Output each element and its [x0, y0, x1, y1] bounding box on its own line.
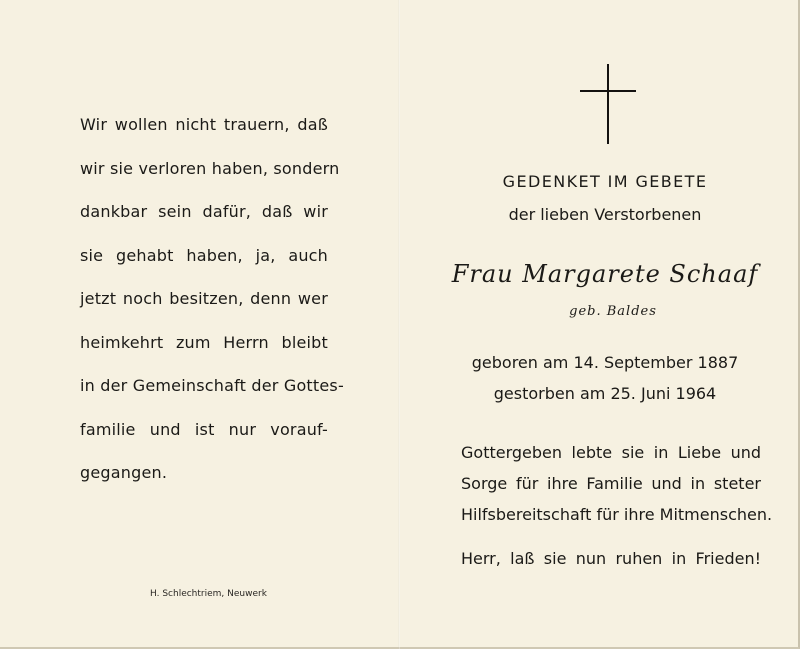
tribute-line: Hilfsbereitschaft für ihre Mitmenschen. [461, 505, 773, 524]
poem-line: wir sie verloren haben, sondern [80, 158, 340, 178]
subheading: der lieben Verstorbenen [508, 205, 702, 224]
heading: GEDENKET IM GEBETE [502, 172, 708, 191]
card-fold [398, 0, 400, 649]
poem-line: familie und ist nur vorauf- [80, 419, 328, 439]
printer-imprint: H. Schlechtriem, Neuwerk [150, 589, 267, 599]
poem-line: in der Gemeinschaft der Gottes- [80, 376, 344, 395]
poem-line: jetzt noch besitzen, denn wer [80, 289, 328, 308]
poem-line: sie gehabt haben, ja, auch [80, 245, 328, 265]
cross-horizontal-bar [580, 90, 636, 92]
tribute-line: Gottergeben lebte sie in Liebe und [461, 443, 761, 462]
tribute-line: Sorge für ihre Familie und in steter [461, 474, 761, 493]
birth-date: geboren am 14. September 1887 [471, 353, 739, 372]
closing-prayer [461, 543, 761, 574]
prayer-line: Herr, laß sie nun ruhen in Frieden! [461, 549, 761, 568]
latin-cross-icon [580, 64, 636, 144]
maiden-name: geb. Baldes [569, 304, 657, 319]
deceased-name: Frau Margarete Schaaf [451, 260, 759, 288]
tribute-paragraph [461, 437, 773, 530]
poem-line: dankbar sein dafür, daß wir [80, 202, 328, 221]
cross-vertical-bar [607, 64, 609, 144]
poem-line: Wir wollen nicht trauern, daß [80, 115, 328, 134]
poem-text [80, 103, 344, 495]
poem-line: gegangen. [80, 463, 168, 482]
poem-line: heimkehrt zum Herrn bleibt [80, 332, 328, 352]
death-date: gestorben am 25. Juni 1964 [493, 384, 717, 403]
